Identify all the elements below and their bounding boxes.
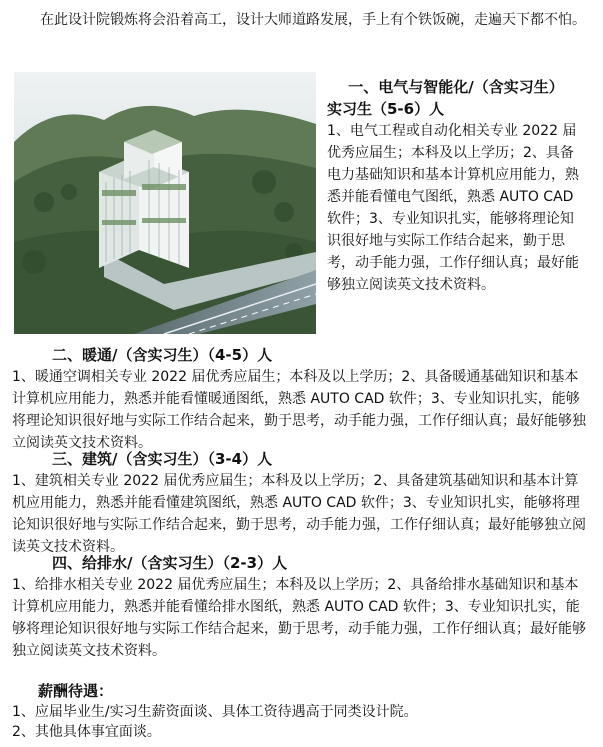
salary-section — [12, 680, 590, 742]
section-electrical-title: 一、电气与智能化/（含实习生） — [348, 78, 564, 96]
section-architecture-body: 1、建筑相关专业 2022 届优秀应届生；本科及以上学历；2、具备建筑基础知识和基本计算机应用能力，熟悉并能看懂建筑图纸，熟悉 AUTO CAD 软件；3、专业知识扎实，能够将理论知识很好地与实际工作结合起来，勤于思考，动手能力强，工作仔细认真；最好能够独立阅读英文技术资料。 — [12, 473, 586, 555]
intro-paragraph: 在此设计院锻炼将会沿着高工，设计大师道路发展，手上有个铁饭碗，走遍天下都不怕。 — [40, 12, 586, 28]
section-plumbing — [12, 552, 590, 662]
building-rendering-image — [14, 72, 316, 334]
section-hvac-title: 二、暖通/（含实习生）（4-5）人 — [52, 346, 273, 364]
salary-title: 薪酬待遇： — [38, 682, 114, 700]
section-hvac — [12, 344, 590, 454]
section-electrical-body: 1、电气工程或自动化相关专业 2022 届优秀应届生；本科及以上学历；2、具备电力基础知识和基本计算机应用能力，熟悉并能看懂电气图纸，熟悉 AUTO CAD 软件；3、专业知识扎实，能够将理论知识很好地与实际工作结合起来，勤于思考，动手能力强，工作仔细认真；最好能够独立阅读英文技术资料。 — [327, 123, 579, 293]
salary-item: 2、其他具体事宜面谈。 — [12, 724, 161, 740]
section-plumbing-title: 四、给排水/（含实习生）（2-3）人 — [52, 554, 288, 572]
section-electrical-subtitle: 实习生（5-6）人 — [327, 100, 445, 118]
section-architecture-title: 三、建筑/（含实习生）（3-4）人 — [52, 450, 273, 468]
salary-item: 1、应届毕业生/实习生薪资面谈、具体工资待遇高于同类设计院。 — [12, 704, 418, 720]
section-electrical — [327, 76, 585, 296]
section-plumbing-body: 1、给排水相关专业 2022 届优秀应届生；本科及以上学历；2、具备给排水基础知识和基本计算机应用能力，熟悉并能看懂给排水图纸，熟悉 AUTO CAD 软件；3、专业知识扎实，能够将理论知识很好地与实际工作结合起来，勤于思考，动手能力强，工作仔细认真；最好能够独立阅读英文技术资料。 — [12, 577, 586, 659]
section-hvac-body: 1、暖通空调相关专业 2022 届优秀应届生；本科及以上学历；2、具备暖通基础知识和基本计算机应用能力，熟悉并能看懂暖通图纸，熟悉 AUTO CAD 软件；3、专业知识扎实，能够将理论知识很好地与实际工作结合起来，勤于思考，动手能力强，工作仔细认真；最好能够独立阅读英文技术资料。 — [12, 369, 586, 451]
section-architecture — [12, 448, 590, 558]
